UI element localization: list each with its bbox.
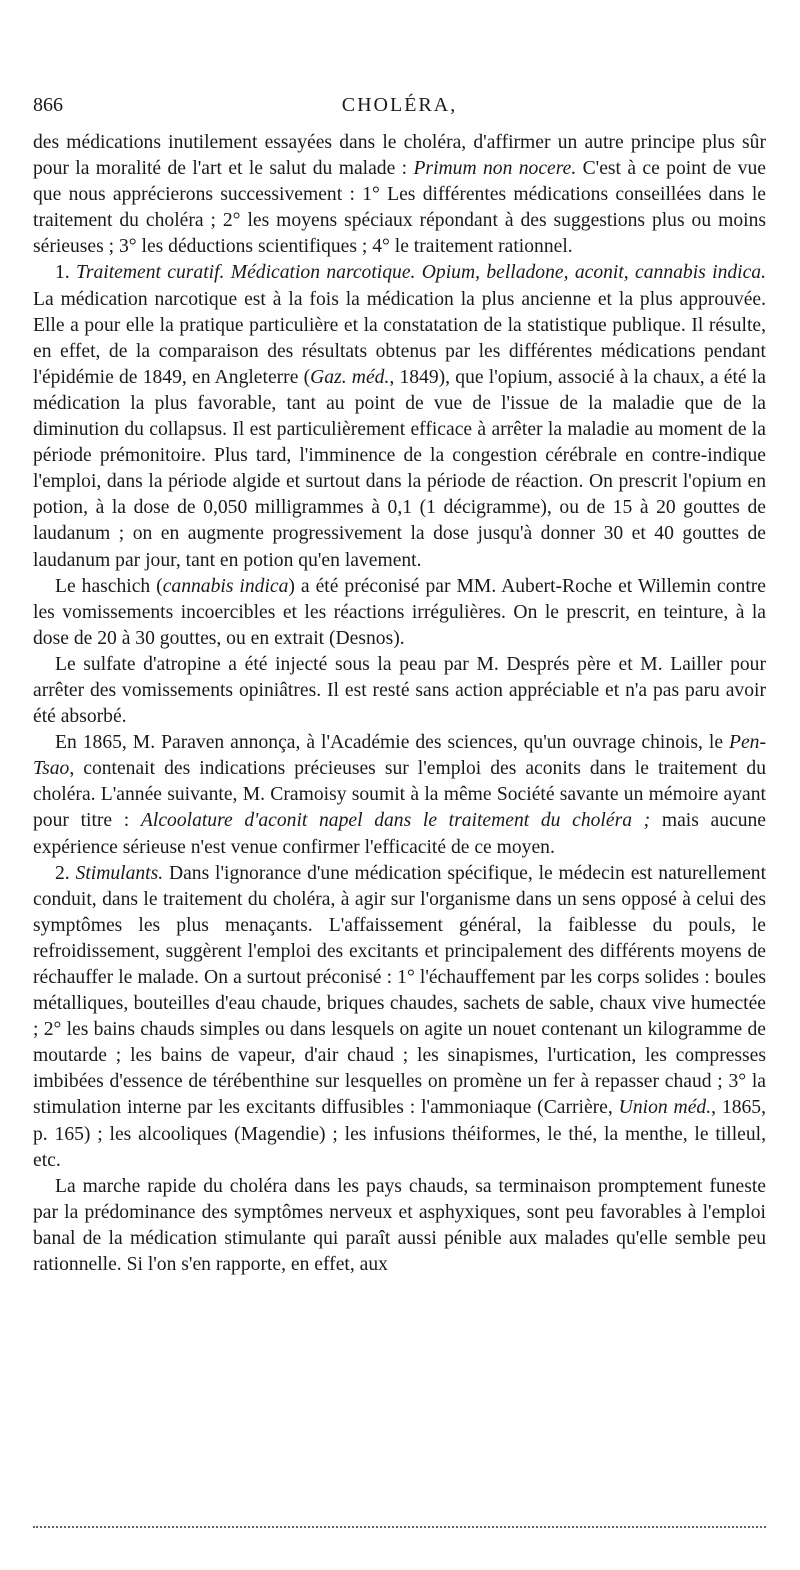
paragraph-5: En 1865, M. Paraven annonça, à l'Académie des sciences, qu'un ouvrage chinois, le Pen-Tsao, contenait des indications précieuses sur l'emploi des aconits dans le traitement du choléra. L'année suivante, M. Cramoisy soumit à la même Société savante un mémoire ayant pour titre : Alcoolature d'aconit napel dans le traitement du choléra ; mais aucune expérience sérieuse n'est venue confirmer l'efficacité de ce moyen. bbox=[33, 732, 767, 858]
paragraph-6: 2. Stimulants. Dans l'ignorance d'une médication spécifique, le médecin est naturellement conduit, dans le traitement du choléra, à agir sur l'organisme dans un sens opposé à celui des symptômes les plus menaçants. L'affaissement général, la faiblesse du pouls, le refroidissement, suggèrent l'emploi des excitants et principalement des différents moyens de réchauffer le malade. On a surtout préconisé : 1° l'échauffement par les corps solides : boules métalliques, bouteilles d'eau chaude, briques chaudes, sachets de sable, chaux vive humectée ; 2° les bains chauds simples ou dans lesquels on agite un nouet contenant un kilogramme de moutarde ; les bains de vapeur, d'air chaud ; les sinapismes, l'urtication, les compresses imbibées d'essence de térébenthine sur lesquelles on promène un fer à repasser chaud ; 3° la stimulation interne par les excitants diffusibles : l'ammoniaque (Carrière, Union méd., 1865, p. 165) ; les alcooliques (Magendie) ; les infusions théiformes, le thé, la menthe, le tilleul, etc. bbox=[33, 862, 767, 1171]
section-heading: Traitement curatif. Médication narcotique. Opium, belladone, aconit, cannabis indica. bbox=[76, 262, 767, 284]
section-heading: Stimulants. bbox=[75, 862, 164, 884]
paragraph-7: La marche rapide du choléra dans les pays chauds, sa terminaison promptement funeste par la prédominance des symptômes nerveux et asphyxiques, sont peu favorables à l'emploi banal de la médication stimulante qui paraît aussi pénible aux malades qu'elle semble peu rationnelle. Si l'on s'en rapporte, en effet, aux bbox=[33, 1175, 766, 1276]
paragraph-1: des médications inutilement essayées dans le choléra, d'affirmer un autre principe plus sûr pour la moralité de l'art et le salut du malade : Primum non nocere. C'est à ce point de vue que nous apprécierons successivement : 1° Les différentes médications conseillées dans le traitement du choléra ; 2° les moyens spéciaux répondant à des suggestions plus ou moins sérieuses ; 3° les déductions scientifiques ; 4° le traitement rationnel. bbox=[33, 132, 766, 258]
footer-dotted-rule bbox=[33, 1526, 766, 1528]
memoir-title: Alcoolature d'aconit napel dans le traitement du choléra ; bbox=[140, 810, 651, 832]
latin-phrase: Primum non nocere. bbox=[413, 158, 577, 180]
book-title: Pen-Tsao bbox=[33, 732, 766, 780]
page-number: 866 bbox=[33, 94, 63, 116]
body-text bbox=[33, 130, 766, 1278]
running-title: CHOLÉRA, bbox=[341, 94, 458, 116]
citation: Union méd. bbox=[618, 1097, 712, 1119]
paragraph-3: Le haschich (cannabis indica) a été préconisé par MM. Aubert-Roche et Willemin contre les vomissements incoercibles et les réactions irrégulières. On le prescrit, en teinture, à la dose de 20 à 30 gouttes, ou en extrait (Desnos). bbox=[33, 575, 766, 649]
paragraph-4: Le sulfate d'atropine a été injecté sous la peau par M. Després père et M. Lailler pour arrêter des vomissements opiniâtres. Il est resté sans action appréciable et n'a pas paru avoir été absorbé. bbox=[33, 653, 766, 728]
paragraph-2: 1. Traitement curatif. Médication narcotique. Opium, belladone, aconit, cannabis indica. La médication narcotique est à la fois la médication la plus ancienne et la plus approuvée. Elle a pour elle la pratique particulière et la constatation de la statistique publique. Il résulte, en effet, de la comparaison des résultats obtenus par les différentes médications pendant l'épidémie de 1849, en Angleterre (Gaz. méd., 1849), que l'opium, associé à la chaux, a été la médication la plus favorable, tant au point de vue de l'issue de la maladie que de la diminution du collapsus. Il est particulièrement efficace à arrêter la maladie au moment de la période prémonitoire. Plus tard, l'imminence de la congestion cérébrale en contre-indique l'emploi, dans la période algide et surtout dans la période de réaction. On prescrit l'opium en potion, à la dose de 0,050 milligrammes à 0,1 (1 décigramme), ou de 15 à 20 gouttes de laudanum ; on en augmente progressivement la dose jusqu'à donner 30 et 40 gouttes de laudanum par jour, tant en potion qu'en lavement. bbox=[33, 262, 767, 571]
species-name: cannabis indica bbox=[162, 575, 289, 597]
page-header bbox=[33, 94, 766, 124]
citation: Gaz. méd. bbox=[310, 366, 390, 388]
